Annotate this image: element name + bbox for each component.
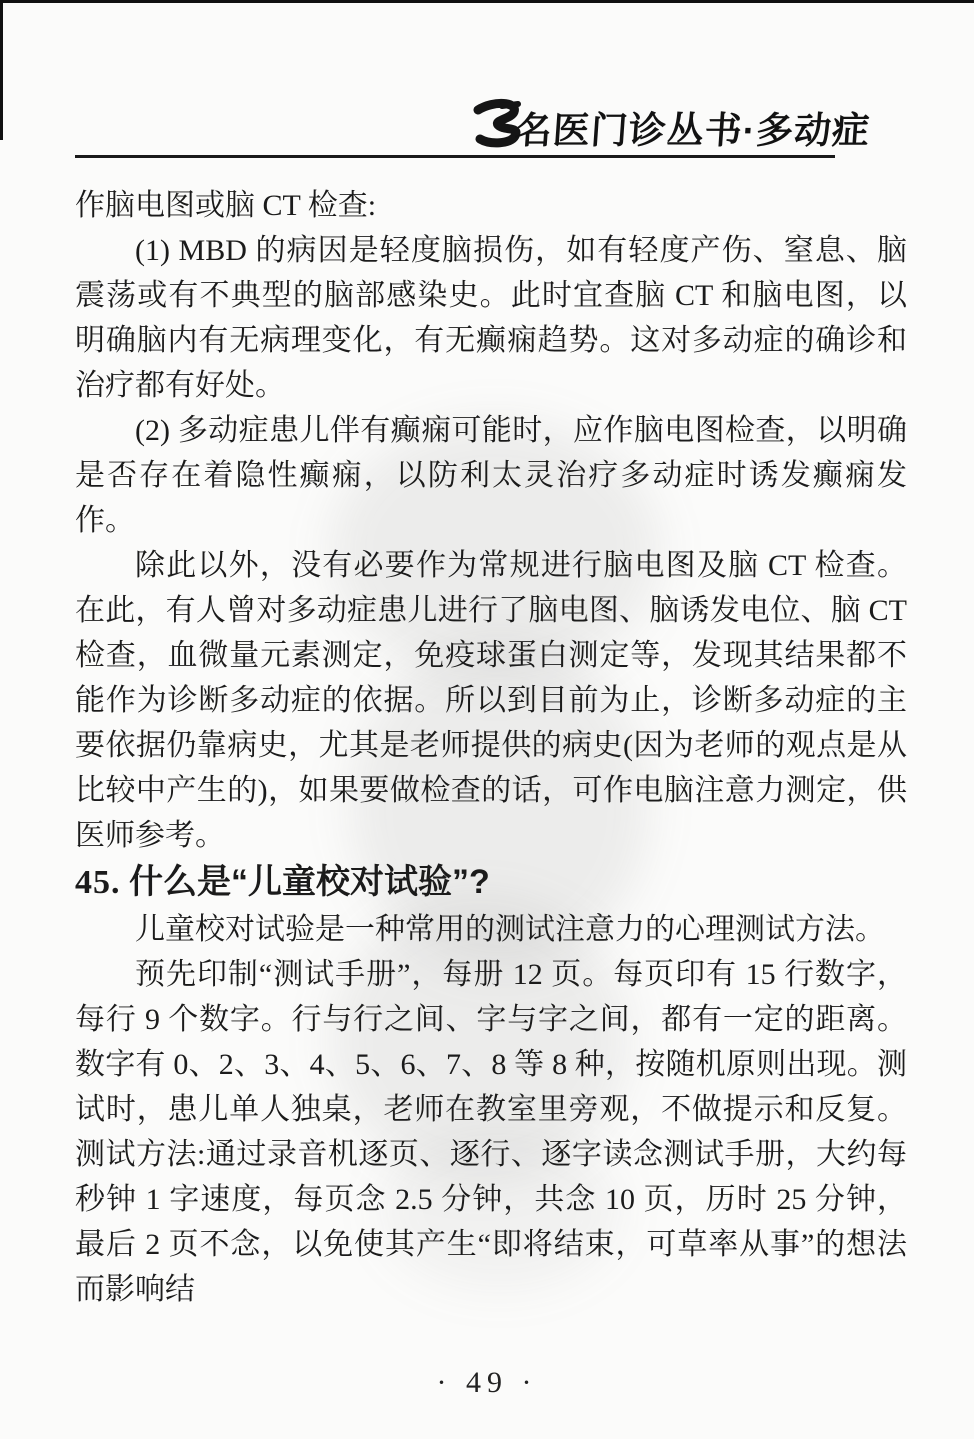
paragraph: (1) MBD 的病因是轻度脑损伤，如有轻度产伤、窒息、脑震荡或有不典型的脑部感染史。此时宜查脑 CT 和脑电图，以明确脑内有无病理变化，有无癫痫趋势。这对多动症的确诊和治疗都有好处。 (75, 234, 907, 402)
page-header (0, 96, 974, 156)
paragraph: 除此以外，没有必要作为常规进行脑电图及脑 CT 检查。在此，有人曾对多动症患儿进行了脑电图、脑诱发电位、脑 CT 检查，血微量元素测定，免疫球蛋白测定等，发现其结果都不能作为诊断多动症的依据。所以到目前为止，诊断多动症的主要依据仍靠病史，尤其是老师提供的病史(因为老师的观点是从比较中产生的)，如果要做检查的话，可作电脑注意力测定，供医师参考。 (75, 549, 907, 852)
paragraph: (2) 多动症患儿伴有癫痫可能时，应作脑电图检查，以明确是否存在着隐性癫痫，以防利太灵治疗多动症时诱发癫痫发作。 (75, 414, 907, 537)
section-number: 45. (75, 864, 121, 901)
page-body (75, 183, 907, 1312)
page-number: · 49 · (436, 1366, 538, 1399)
section-heading (75, 858, 907, 907)
paragraph: 儿童校对试验是一种常用的测试注意力的心理测试方法。 (135, 913, 885, 946)
scan-edge-top (0, 0, 974, 3)
paragraph: 作脑电图或脑 CT 检查: (75, 189, 377, 222)
section-title: 什么是“儿童校对试验”? (129, 863, 490, 901)
header-rule (75, 155, 835, 158)
paragraph: 预先印制“测试手册”，每册 12 页。每页印有 15 行数字，每行 9 个数字。行与行之间、字与字之间，都有一定的距离。数字有 0、2、3、4、5、6、7、8 等 8 种，按随机原则出现。测试时，患儿单人独桌，老师在教室里旁观，不做提示和反复。测试方法:通过录音机逐页、逐行、逐字读念测试手册，大约每秒钟 1 字速度，每页念 2.5 分钟，共念 10 页，历时 25 分钟，最后 2 页不念，以免使其产生“即将结束，可草率从事”的想法而影响结 (75, 958, 907, 1306)
series-title: 名医门诊丛书·多动症 (512, 110, 872, 151)
